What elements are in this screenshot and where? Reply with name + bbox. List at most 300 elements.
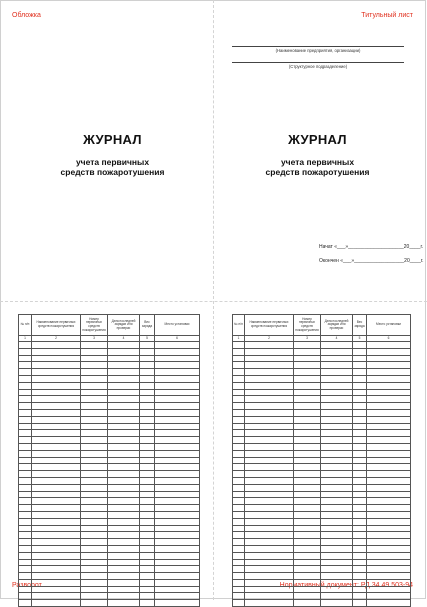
table-cell [32,430,81,437]
table-cell [367,525,411,532]
table-cell [140,471,155,478]
table-cell [367,348,411,355]
table-cell [32,532,81,539]
column-number: 3 [294,336,321,342]
table-cell [294,573,321,580]
spread-label: Разворот [12,582,42,589]
normative-label: Нормативный документ: РД 34.49.503-94 [279,582,413,589]
cover-subtitle-1: учета первичных [75,157,150,167]
table-cell [108,396,140,403]
table-row [233,416,411,423]
table-cell [233,532,245,539]
table-row [19,437,200,444]
table-cell [233,416,245,423]
table-row [233,545,411,552]
table-cell [155,430,200,437]
table-cell [32,409,81,416]
table-cell [233,511,245,518]
table-cell [155,600,200,607]
table-cell [245,471,294,478]
table-cell [321,348,353,355]
table-cell [81,375,108,382]
table-cell [19,362,32,369]
table-cell [32,539,81,546]
table-cell [108,511,140,518]
table-cell [19,586,32,593]
table-cell [233,525,245,532]
table-cell [32,437,81,444]
table-cell [155,532,200,539]
table-row [233,518,411,525]
table-cell [81,498,108,505]
table-cell [367,450,411,457]
table-cell [321,525,353,532]
table-cell [353,396,367,403]
table-cell [294,382,321,389]
table-row [19,484,200,491]
title-page-title: ЖУРНАЛ [288,132,347,147]
table-cell [233,348,245,355]
table-cell [140,457,155,464]
table-cell [245,511,294,518]
table-cell [353,348,367,355]
table-cell [108,559,140,566]
table-cell [19,573,32,580]
table-cell [233,505,245,512]
table-row [19,573,200,580]
table-cell [233,539,245,546]
table-cell [321,471,353,478]
table-cell [321,559,353,566]
table-row [233,409,411,416]
table-cell [108,593,140,600]
table-row [233,348,411,355]
table-row [233,464,411,471]
table-cell [367,573,411,580]
table-cell [367,518,411,525]
column-number: 4 [108,336,140,342]
table-row [233,532,411,539]
table-row [233,423,411,430]
table-cell [81,566,108,573]
table-cell [81,511,108,518]
table-cell [32,355,81,362]
table-cell [353,491,367,498]
table-cell [245,369,294,376]
table-row [233,586,411,593]
table-cell [353,457,367,464]
header-cell: № п/п [233,315,245,336]
table-row [233,505,411,512]
table-cell [108,437,140,444]
table-cell [233,409,245,416]
table-cell [294,409,321,416]
table-cell [245,464,294,471]
table-cell [245,545,294,552]
table-cell [140,362,155,369]
table-cell [32,559,81,566]
table-cell [367,342,411,349]
start-date-line: Начат «___»____________________20____г. [319,244,424,250]
table-cell [321,593,353,600]
table-cell [321,477,353,484]
table-cell [19,525,32,532]
table-cell [294,396,321,403]
table-cell [321,457,353,464]
table-row [233,382,411,389]
table-cell [294,355,321,362]
column-number: 1 [233,336,245,342]
table-cell [32,566,81,573]
table-cell [155,369,200,376]
column-number: 1 [19,336,32,342]
table-row [233,491,411,498]
table-cell [353,552,367,559]
table-row [233,484,411,491]
table-cell [245,532,294,539]
table-cell [140,491,155,498]
table-cell [233,389,245,396]
table-cell [294,566,321,573]
table-cell [367,423,411,430]
table-cell [353,586,367,593]
table-cell [353,511,367,518]
table-cell [155,382,200,389]
table-cell [353,539,367,546]
table-cell [233,396,245,403]
table-cell [155,457,200,464]
table-cell [155,348,200,355]
table-cell [81,525,108,532]
table-cell [155,552,200,559]
table-cell [294,464,321,471]
table-cell [233,342,245,349]
table-cell [155,389,200,396]
table-row [233,355,411,362]
header-cell: Наименование первичных средств пожаротушения [32,315,81,336]
table-row [233,389,411,396]
table-cell [108,477,140,484]
table-row [19,457,200,464]
table-cell [367,382,411,389]
table-cell [367,552,411,559]
table-cell [32,348,81,355]
table-cell [353,389,367,396]
table-cell [321,505,353,512]
column-number: 6 [367,336,411,342]
table-cell [32,477,81,484]
table-cell [294,586,321,593]
table-row [19,416,200,423]
table-cell [321,396,353,403]
table-cell [81,586,108,593]
table-cell [294,545,321,552]
table-cell [353,437,367,444]
table-cell [108,518,140,525]
table-cell [294,498,321,505]
table-cell [294,559,321,566]
header-cell: Дата последней зарядки или проверки [321,315,353,336]
table-cell [32,579,81,586]
table-cell [353,600,367,607]
table-cell [233,382,245,389]
table-cell [233,566,245,573]
table-cell [245,498,294,505]
table-cell [321,403,353,410]
table-cell [294,403,321,410]
table-cell [294,423,321,430]
table-cell [321,375,353,382]
table-cell [32,498,81,505]
table-cell [233,362,245,369]
table-cell [19,593,32,600]
table-cell [155,471,200,478]
table-cell [155,409,200,416]
table-cell [367,593,411,600]
table-cell [108,348,140,355]
title-page-subtitle-2: средств пожаротушения [265,167,370,177]
table-cell [81,437,108,444]
header-cell: Вес заряда [353,315,367,336]
table-cell [321,579,353,586]
table-cell [233,484,245,491]
table-cell [245,355,294,362]
table-row [233,437,411,444]
table-cell [367,532,411,539]
table-cell [233,437,245,444]
table-cell [19,477,32,484]
table-cell [233,464,245,471]
table-cell [155,586,200,593]
table-cell [32,471,81,478]
table-cell [233,559,245,566]
table-cell [108,416,140,423]
table-cell [108,532,140,539]
table-cell [108,586,140,593]
table-row [233,342,411,349]
table-cell [155,491,200,498]
table-row [19,382,200,389]
column-number: 3 [81,336,108,342]
table-cell [155,362,200,369]
table-cell [140,600,155,607]
table-row [19,464,200,471]
table-cell [19,382,32,389]
table-cell [19,443,32,450]
table-cell [81,532,108,539]
table-cell [245,600,294,607]
table-cell [367,464,411,471]
table-cell [32,593,81,600]
table-row [19,579,200,586]
table-row [19,348,200,355]
table-cell [294,437,321,444]
table-cell [321,342,353,349]
column-number: 5 [140,336,155,342]
table-cell [32,600,81,607]
table-cell [353,559,367,566]
table-cell [294,539,321,546]
table-cell [367,409,411,416]
table-cell [140,539,155,546]
table-cell [19,464,32,471]
table-cell [294,505,321,512]
table-cell [32,342,81,349]
table-cell [81,477,108,484]
table-cell [140,430,155,437]
table-cell [32,369,81,376]
table-cell [321,430,353,437]
table-cell [245,382,294,389]
table-cell [245,586,294,593]
table-row [19,396,200,403]
table-cell [321,437,353,444]
table-cell [32,382,81,389]
table-cell [245,342,294,349]
table-cell [155,375,200,382]
table-cell [81,552,108,559]
table-row [233,600,411,607]
table-cell [19,532,32,539]
table-cell [367,369,411,376]
table-cell [108,355,140,362]
table-cell [233,491,245,498]
table-cell [321,423,353,430]
column-number: 2 [245,336,294,342]
table-cell [294,375,321,382]
table-cell [140,573,155,580]
table-row [233,403,411,410]
header-cell: Номер первичных средств пожаротушения [81,315,108,336]
table-cell [140,525,155,532]
table-cell [353,484,367,491]
table-row [19,342,200,349]
table-cell [108,389,140,396]
table-cell [353,498,367,505]
table-cell [81,389,108,396]
table-cell [245,403,294,410]
table-cell [81,471,108,478]
table-cell [367,457,411,464]
table-cell [140,375,155,382]
table-cell [140,348,155,355]
header-cell: Дата последней зарядки или проверки [108,315,140,336]
table-cell [321,498,353,505]
table-cell [32,484,81,491]
table-cell [321,369,353,376]
table-cell [233,450,245,457]
table-cell [140,559,155,566]
table-cell [19,518,32,525]
table-cell [294,484,321,491]
table-cell [81,443,108,450]
column-number: 4 [321,336,353,342]
table-cell [321,409,353,416]
table-cell [367,559,411,566]
table-cell [155,477,200,484]
table-cell [81,579,108,586]
table-cell [353,369,367,376]
table-cell [233,573,245,580]
table-row [233,498,411,505]
table-cell [19,511,32,518]
table-cell [353,443,367,450]
table-cell [19,559,32,566]
table-cell [367,484,411,491]
table-cell [367,362,411,369]
table-cell [155,525,200,532]
table-cell [108,403,140,410]
table-cell [353,545,367,552]
table-row [19,423,200,430]
table-cell [32,573,81,580]
table-cell [321,355,353,362]
table-cell [245,457,294,464]
table-cell [294,362,321,369]
table-cell [245,416,294,423]
table-cell [367,437,411,444]
table-cell [155,355,200,362]
table-cell [19,457,32,464]
table-cell [321,443,353,450]
table-cell [32,375,81,382]
table-cell [367,491,411,498]
table-cell [321,450,353,457]
table-cell [367,579,411,586]
table-cell [32,416,81,423]
table-cell [245,396,294,403]
table-cell [367,375,411,382]
title-page-title-block [215,132,420,177]
table-cell [245,375,294,382]
table-cell [140,566,155,573]
horizontal-divider [0,301,427,302]
table-row [19,505,200,512]
table-cell [81,396,108,403]
table-cell [353,566,367,573]
table-cell [81,559,108,566]
table-row [19,539,200,546]
table-cell [294,477,321,484]
table-cell [19,471,32,478]
table-cell [155,342,200,349]
table-cell [140,484,155,491]
table-cell [245,450,294,457]
table-cell [367,586,411,593]
table-cell [81,573,108,580]
table-row [19,586,200,593]
table-cell [140,518,155,525]
table-cell [81,382,108,389]
table-cell [140,579,155,586]
table-cell [367,416,411,423]
table-cell [140,342,155,349]
table-cell [155,559,200,566]
table-row [19,471,200,478]
table-cell [19,416,32,423]
column-number: 5 [353,336,367,342]
table-row [19,559,200,566]
header-cell: Наименование первичных средств пожаротушения [245,315,294,336]
table-row [233,443,411,450]
table-cell [32,464,81,471]
table-cell [140,593,155,600]
table-cell [353,423,367,430]
table-cell [367,505,411,512]
table-cell [321,484,353,491]
table-cell [353,409,367,416]
table-cell [353,518,367,525]
